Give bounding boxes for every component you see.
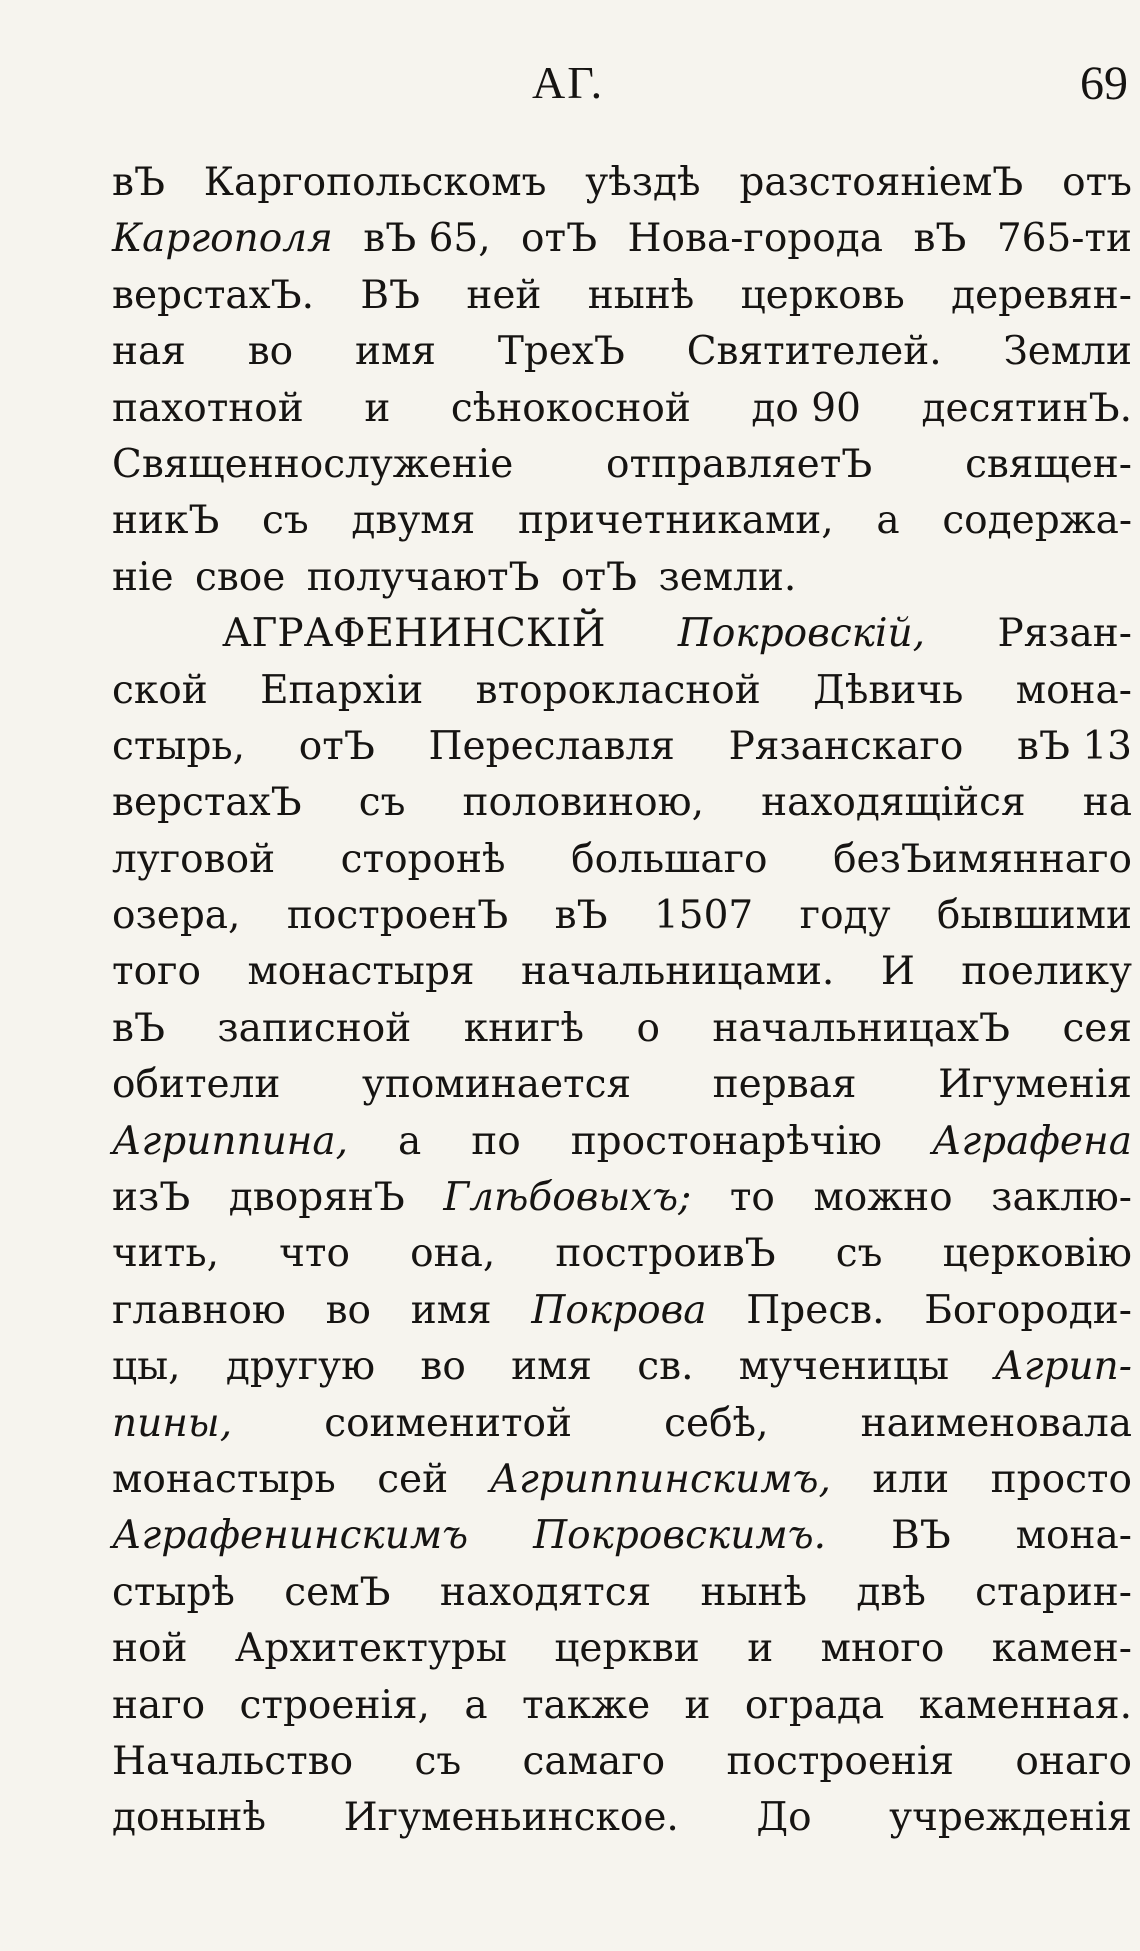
word: съ [835, 1231, 883, 1277]
word: луговой [112, 836, 276, 882]
word: церковь [740, 272, 905, 318]
word: Архитектуры [234, 1626, 507, 1672]
word: второкласной [475, 667, 761, 713]
text-line [112, 1057, 1132, 1113]
word: съ [414, 1738, 462, 1784]
word: до 90 [751, 385, 861, 431]
text-line [112, 324, 1132, 380]
word: Начальство [112, 1738, 354, 1784]
word: двумя [351, 498, 476, 544]
text-line [112, 550, 1132, 606]
word: двѣ [856, 1569, 926, 1615]
word: мона- [1015, 667, 1132, 713]
word: семЪ [284, 1569, 391, 1615]
word: нынѣ [700, 1569, 808, 1615]
word: Богороди- [924, 1287, 1132, 1333]
word: построенія [726, 1738, 954, 1784]
text-line [112, 1508, 1132, 1564]
word: онаго [1015, 1738, 1132, 1784]
body-text [112, 155, 1132, 1847]
word: поелику [961, 949, 1132, 995]
word: вЪ [112, 1005, 165, 1051]
word: сея [1062, 1005, 1132, 1051]
word: ной [112, 1626, 188, 1672]
word: половиною, [462, 780, 705, 826]
word: разстояніемЪ [739, 160, 1024, 205]
text-line [112, 1339, 1132, 1395]
word: церкви [554, 1626, 700, 1672]
word: также [521, 1682, 651, 1728]
text-line [112, 268, 1132, 324]
word: Агрип- [994, 1344, 1132, 1390]
word: отЪ [521, 216, 598, 262]
word: другую [225, 1344, 376, 1390]
word: и [747, 1626, 774, 1672]
word: Аграфена [931, 1118, 1132, 1164]
word: Нова-города [627, 216, 884, 262]
word: соименитой [324, 1400, 573, 1446]
word: просто [990, 1456, 1132, 1502]
word: ная [112, 329, 186, 375]
word: имя [511, 1344, 593, 1390]
text-line [112, 1790, 1132, 1846]
text-line [112, 1678, 1132, 1734]
word: то [729, 1175, 775, 1221]
text-line [112, 663, 1132, 719]
word: отправляетЪ [606, 441, 873, 487]
text-line [112, 381, 1132, 437]
word: бывшими [936, 893, 1132, 939]
word: записной [217, 1005, 412, 1051]
word: и [684, 1682, 711, 1728]
text-line [112, 1226, 1132, 1282]
word: а [398, 1118, 422, 1164]
text-line [112, 1734, 1132, 1790]
word: изЪ [112, 1175, 191, 1221]
word: И [880, 949, 915, 995]
word: находятся [439, 1569, 652, 1615]
word: причетниками, [517, 498, 834, 544]
text-line [112, 719, 1132, 775]
word: Епархіи [260, 667, 424, 713]
word: Священнослуженіе [112, 441, 514, 487]
word: простонарѣчію [570, 1118, 882, 1164]
text-line [112, 155, 1132, 211]
word: заклю- [991, 1175, 1132, 1221]
word: а [876, 498, 900, 544]
word: Покровскій, [677, 611, 925, 657]
word: ВЪ [360, 272, 421, 318]
word: монастыря [247, 949, 475, 995]
word: мученицы [738, 1344, 950, 1390]
word: Покровскимъ. [533, 1513, 827, 1559]
word: много [820, 1626, 945, 1672]
word: себѣ, [664, 1400, 769, 1446]
word: упоминается [361, 1062, 632, 1108]
word: во [325, 1287, 371, 1333]
word: ней [466, 272, 542, 318]
word: старин- [975, 1569, 1132, 1615]
word: монастырь [112, 1456, 336, 1502]
word: и [364, 385, 391, 431]
word: строенія, [239, 1682, 430, 1728]
word: ВЪ [891, 1513, 951, 1559]
text-line [112, 1565, 1132, 1621]
word: донынѣ [112, 1795, 267, 1841]
word: До [756, 1795, 812, 1841]
word: отЪ [560, 554, 638, 600]
page-number: 69 [1080, 57, 1128, 110]
word: Глѣбовыхъ; [443, 1175, 692, 1221]
text-line [112, 888, 1132, 944]
word: Агриппинскимъ, [489, 1456, 831, 1502]
word: съ [262, 498, 309, 544]
word: 1507 [653, 893, 754, 939]
word: вЪ [913, 216, 967, 262]
word: во [420, 1344, 466, 1390]
word: 765-ти [996, 216, 1132, 262]
word: свое [194, 554, 286, 600]
word: что [279, 1231, 350, 1277]
text-line [112, 1396, 1132, 1452]
word: самаго [522, 1738, 666, 1784]
word: по [471, 1118, 521, 1164]
word: можно [813, 1175, 953, 1221]
word: наименовала [860, 1400, 1132, 1446]
text-line [112, 832, 1132, 888]
text-line [112, 1170, 1132, 1226]
word: она, [410, 1231, 496, 1277]
word: каменная. [918, 1682, 1132, 1728]
word: Рязан- [997, 611, 1132, 657]
word: стырь, [112, 723, 246, 769]
word: съ [358, 780, 406, 826]
word: отЪ [298, 723, 375, 769]
text-line [112, 606, 1132, 662]
word: наго [112, 1682, 206, 1728]
word: Каргопольскомъ [203, 160, 547, 205]
word: вЪ [554, 893, 608, 939]
word: верстахЪ. [112, 272, 315, 318]
word: св. [637, 1344, 694, 1390]
word: книгѣ [463, 1005, 585, 1051]
word: построенЪ [286, 893, 509, 939]
word: вЪ [112, 160, 165, 205]
word: сей [377, 1456, 449, 1502]
word: обители [112, 1062, 281, 1108]
word: или [872, 1456, 950, 1502]
text-line [112, 437, 1132, 493]
word: получаютЪ [306, 554, 540, 600]
word: учрежденія [889, 1795, 1132, 1841]
word: цы, [112, 1344, 181, 1390]
text-line [112, 1283, 1132, 1339]
word: имя [355, 329, 436, 375]
word: главною [112, 1287, 286, 1333]
word: уѣздѣ [585, 160, 701, 205]
word: священ- [965, 441, 1132, 487]
text-line [112, 1621, 1132, 1677]
word: ніе [112, 554, 174, 600]
text-line [112, 493, 1132, 549]
word: а [464, 1682, 488, 1728]
word: верстахЪ [112, 780, 302, 826]
word: находящійся [761, 780, 1026, 826]
text-line [112, 1001, 1132, 1057]
word: Земли [1003, 329, 1132, 375]
word: мона- [1015, 1513, 1132, 1559]
text-line [112, 944, 1132, 1000]
word: земли. [658, 554, 797, 600]
word: построивЪ [555, 1231, 776, 1277]
word: содержа- [942, 498, 1132, 544]
word: ТрехЪ [497, 329, 625, 375]
word: нынѣ [587, 272, 695, 318]
word: сѣнокосной [450, 385, 691, 431]
text-line [112, 1114, 1132, 1170]
word: Игуменія [938, 1062, 1132, 1108]
word: Игуменьинское. [343, 1795, 679, 1841]
word: вЪ 13 [1017, 723, 1132, 769]
text-line [112, 211, 1132, 267]
word: отъ [1062, 160, 1132, 205]
word: АГРАФЕНИНСКІЙ [222, 611, 606, 657]
word: никЪ [112, 498, 220, 544]
word: озера, [112, 893, 241, 939]
word: стырѣ [112, 1569, 235, 1615]
word: Каргополя [112, 216, 333, 262]
word: начальницами. [521, 949, 835, 995]
word: Агриппина, [112, 1118, 349, 1164]
word: Покрова [531, 1287, 707, 1333]
word: пины, [112, 1400, 233, 1446]
word: первая [712, 1062, 857, 1108]
word: чить, [112, 1231, 219, 1277]
word: безЪимяннаго [833, 836, 1132, 882]
word: Переславля [428, 723, 675, 769]
word: большаго [571, 836, 768, 882]
word: году [799, 893, 891, 939]
word: имя [410, 1287, 492, 1333]
word: о [636, 1005, 660, 1051]
word: пахотной [112, 385, 304, 431]
word: дворянЪ [228, 1175, 405, 1221]
word: того [112, 949, 201, 995]
word: начальницахЪ [712, 1005, 1010, 1051]
word: ской [112, 667, 208, 713]
word: деревян- [951, 272, 1132, 318]
word: сторонѣ [340, 836, 506, 882]
running-head [0, 56, 1140, 126]
word: во [247, 329, 294, 375]
text-line [112, 1452, 1132, 1508]
text-line [112, 775, 1132, 831]
word: десятинЪ. [921, 385, 1132, 431]
word: Святителей. [686, 329, 942, 375]
word: вЪ 65, [363, 216, 491, 262]
word: на [1082, 780, 1132, 826]
word: ограда [744, 1682, 885, 1728]
word: Аграфенинскимъ [112, 1513, 469, 1559]
word: Дѣвичь [813, 667, 964, 713]
word: Пресв. [746, 1287, 885, 1333]
word: камен- [991, 1626, 1132, 1672]
word: церковію [942, 1231, 1132, 1277]
running-head-title: АГ. [532, 57, 605, 108]
word: Рязанскаго [728, 723, 964, 769]
